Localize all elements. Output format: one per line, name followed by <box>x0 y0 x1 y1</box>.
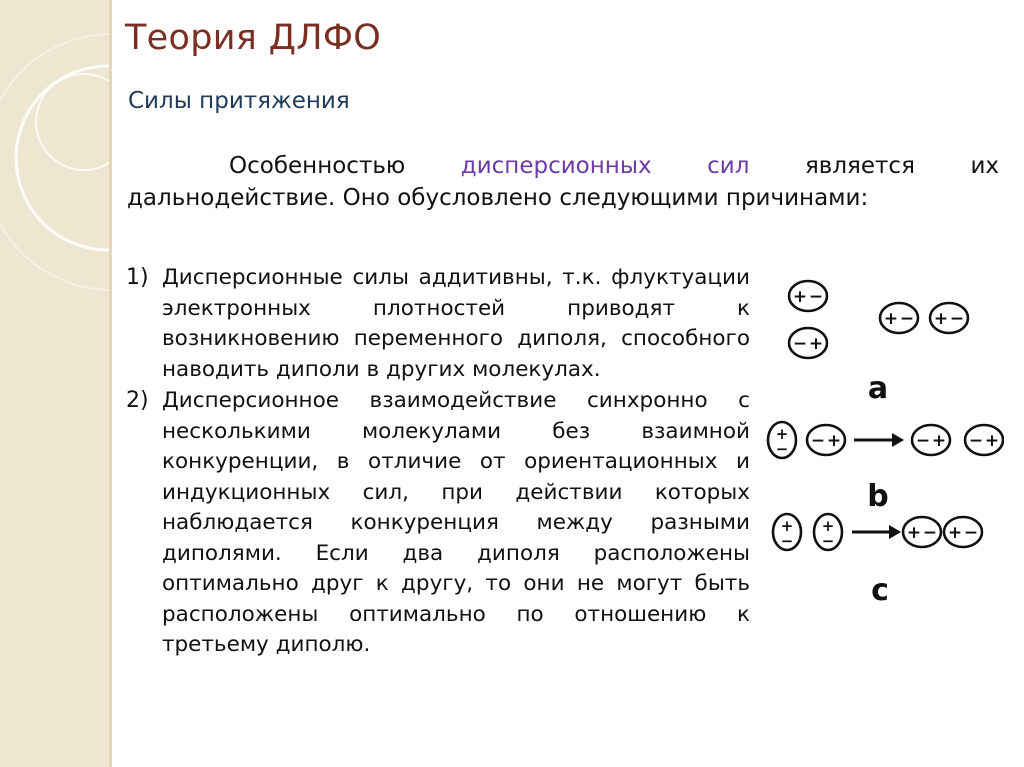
dipole <box>930 303 968 333</box>
arrow-icon <box>854 433 904 447</box>
reasons-list <box>126 263 750 662</box>
minus-sign: − <box>792 334 808 354</box>
dipole <box>773 514 801 550</box>
intro-text-end: является их дальнодействие. Оно обусловлено следующими причинами: <box>127 153 999 211</box>
label-a: a <box>867 371 889 406</box>
dipole <box>807 425 845 455</box>
plus-sign: + <box>792 287 808 307</box>
arrow-icon <box>852 525 901 539</box>
list-item-text: Дисперсионные силы аддитивны, т.к. флуктуации электронных плотностей приводят к возникновению переменного диполя, способного наводить диполи в других молекулах. <box>162 265 750 382</box>
minus-sign: − <box>949 309 965 329</box>
minus-sign: − <box>810 431 826 451</box>
dipole <box>912 425 950 455</box>
dipole <box>768 422 796 458</box>
dipole <box>903 517 941 547</box>
minus-sign: − <box>915 431 931 451</box>
plus-sign: + <box>780 517 794 535</box>
minus-sign: − <box>968 431 984 451</box>
label-c: c <box>871 573 889 608</box>
dipole-diagram <box>756 248 1004 628</box>
slide-subtitle: Силы притяжения <box>128 88 350 114</box>
decorative-circles <box>0 0 112 767</box>
list-item-text: Дисперсионное взаимодействие синхронно с несколькими молекулами без взаимной конкуренции, в отличие от ориентационных и индукционных сил, при действии которых наблюдается конкуренция между разными диполями. Если два диполя расположены оптимально друг к другу, то они не могут быть расположены оптимально по отношению к третьему диполю. <box>162 388 750 657</box>
dipole <box>789 328 827 358</box>
minus-sign: − <box>922 523 938 543</box>
plus-sign: + <box>933 309 949 329</box>
dipole <box>814 514 842 550</box>
plus-sign: + <box>775 425 789 443</box>
dipole <box>880 303 918 333</box>
dipole <box>789 281 827 311</box>
intro-accent-text: дисперсионных сил <box>460 153 750 179</box>
plus-sign: + <box>947 523 963 543</box>
arrow-head <box>889 525 901 539</box>
dipole <box>965 425 1003 455</box>
minus-sign: − <box>808 287 824 307</box>
list-item <box>126 386 750 661</box>
dipole <box>944 517 982 547</box>
slide-title: Теория ДЛФО <box>125 18 382 58</box>
plus-sign: + <box>821 517 835 535</box>
minus-sign: − <box>775 440 789 458</box>
arrow-head <box>892 433 904 447</box>
minus-sign: − <box>963 523 979 543</box>
plus-sign: + <box>826 431 842 451</box>
label-b: b <box>867 479 889 514</box>
list-marker: 1) <box>126 265 149 290</box>
decorative-side-band <box>0 0 112 767</box>
plus-sign: + <box>984 431 1000 451</box>
plus-sign: + <box>931 431 947 451</box>
plus-sign: + <box>883 309 899 329</box>
list-marker: 2) <box>126 388 149 413</box>
intro-text-start: Особенностью <box>229 153 406 179</box>
dipole-figure <box>756 248 1004 628</box>
intro-paragraph <box>127 150 999 214</box>
list-item <box>126 263 750 385</box>
minus-sign: − <box>780 532 794 550</box>
minus-sign: − <box>899 309 915 329</box>
minus-sign: − <box>821 532 835 550</box>
plus-sign: + <box>906 523 922 543</box>
plus-sign: + <box>808 334 824 354</box>
